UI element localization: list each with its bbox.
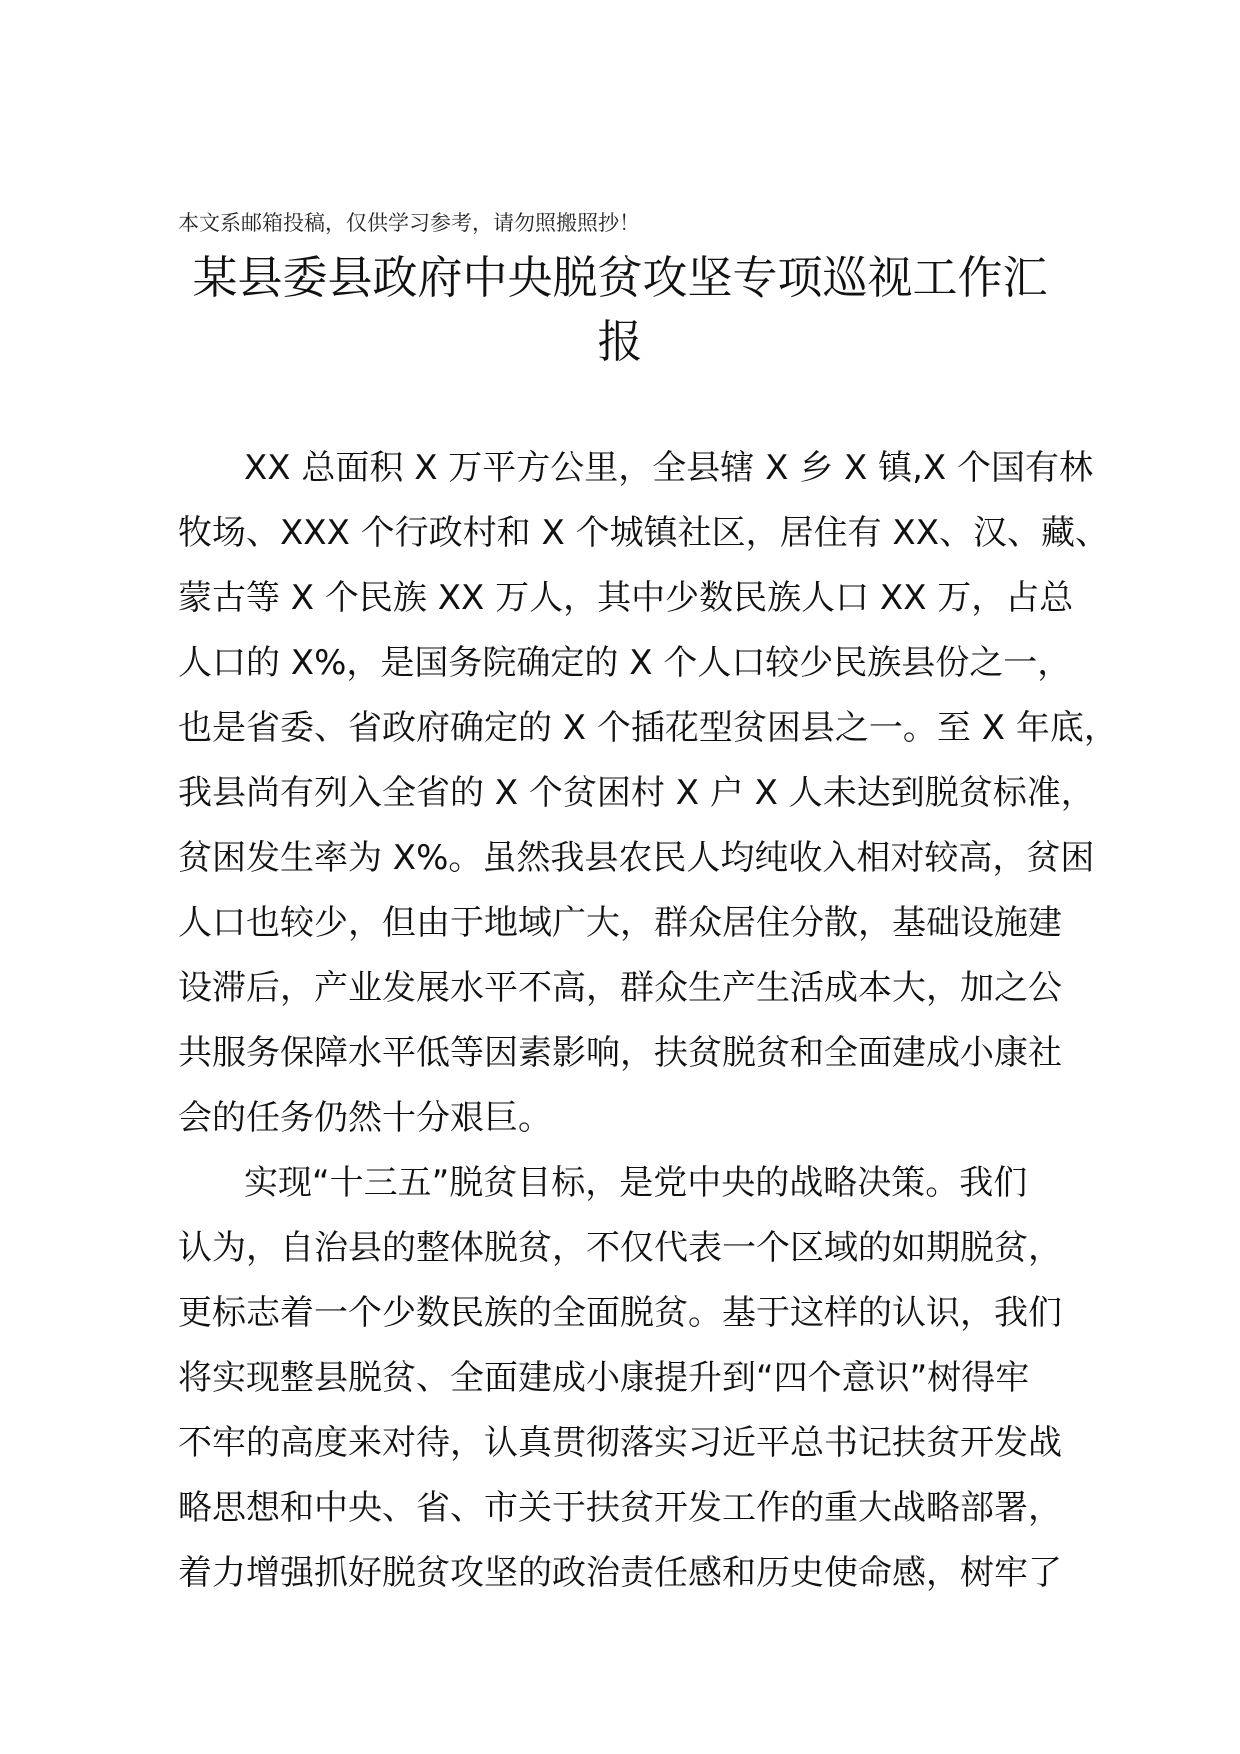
document-body (178, 436, 1118, 1606)
paragraph-1-line: 人口的 X%，是国务院确定的 X 个人口较少民族县份之一， (178, 643, 1072, 683)
submission-notice: 本文系邮箱投稿，仅供学习参考，请勿照搬照抄！ (178, 211, 640, 235)
paragraph-2-line: 认为，自治县的整体脱贫，不仅代表一个区域的如期脱贫， (178, 1228, 1062, 1268)
paragraph-2-line: 实现“十三五”脱贫目标，是党中央的战略决策。我们 (244, 1163, 1028, 1203)
paragraph-1-line: 我县尚有列入全省的 X 个贫困村 X 户 X 人未达到脱贫标准， (178, 773, 1095, 813)
paragraph-1-line: 牧场、XXX 个行政村和 X 个城镇社区，居住有 XX、汉、藏、 (178, 513, 1109, 553)
paragraph-1-line: 蒙古等 X 个民族 XX 万人，其中少数民族人口 XX 万，占总 (178, 578, 1074, 618)
paragraph-2-line: 将实现整县脱贫、全面建成小康提升到“四个意识”树得牢 (178, 1358, 1030, 1398)
document-title (160, 246, 1080, 374)
paragraph-2-line: 着力增强抓好脱贫攻坚的政治责任感和历史使命感，树牢了 (178, 1553, 1062, 1593)
paragraph-1-line: 人口也较少，但由于地域广大，群众居住分散，基础设施建 (178, 903, 1062, 943)
paragraph-2-line: 略思想和中央、省、市关于扶贫开发工作的重大战略部署， (178, 1488, 1062, 1528)
paragraph-1-line: 设滞后，产业发展水平不高，群众生产生活成本大，加之公 (178, 968, 1062, 1008)
paragraph-1-line: 共服务保障水平低等因素影响，扶贫脱贫和全面建成小康社 (178, 1033, 1062, 1073)
paragraph-2-line: 不牢的高度来对待，认真贯彻落实习近平总书记扶贫开发战 (178, 1423, 1062, 1463)
paragraph-2-line: 更标志着一个少数民族的全面脱贫。基于这样的认识，我们 (178, 1293, 1062, 1333)
paragraph-1-line: 会的任务仍然十分艰巨。 (178, 1098, 552, 1138)
paragraph-1-line: XX 总面积 X 万平方公里，全县辖 X 乡 X 镇,X 个国有林 (244, 448, 1094, 488)
title-line: 某县委县政府中央脱贫攻坚专项巡视工作汇 (192, 251, 1048, 304)
paragraph-1-line: 也是省委、省政府确定的 X 个插花型贫困县之一。至 X 年底， (178, 708, 1118, 748)
title-line: 报 (597, 315, 643, 368)
paragraph-1-line: 贫困发生率为 X%。虽然我县农民人均纯收入相对较高，贫困 (178, 838, 1095, 878)
